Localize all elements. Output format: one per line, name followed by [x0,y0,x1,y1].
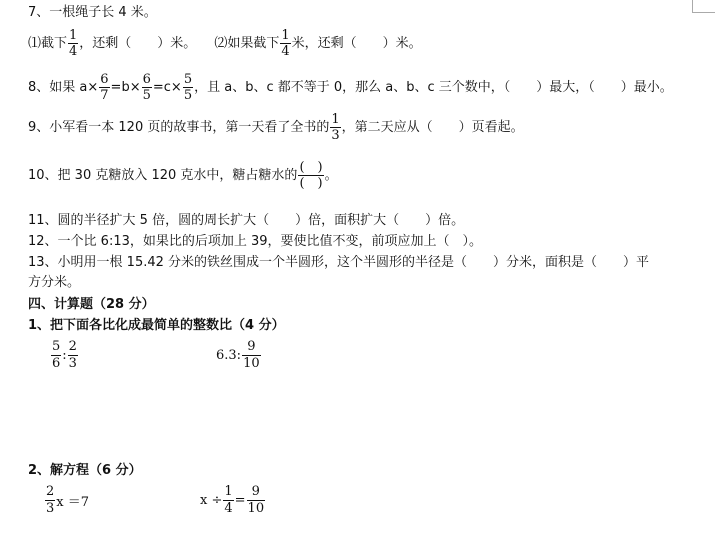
fraction-denominator: 3 [46,501,55,516]
fraction-numerator: 1 [331,112,340,127]
subsection-1-title: 1、把下面各比化成最简单的整数比（4 分） [28,318,285,333]
page-corner-mark [692,0,715,13]
fraction-denominator: 4 [281,44,290,59]
q8-pre: 8、如果 a× [28,80,99,95]
fraction-numerator: 2 [68,339,77,354]
fraction-denominator: 6 [52,356,61,371]
ratio-problem-2 [216,339,262,372]
q8-post: ，且 a、b、c 都不等于 0，那么 a、b、c 三个数中，（ ）最大，（ ）最小。 [194,80,673,95]
fraction-numerator: 1 [281,28,290,43]
eq2-equals: = [234,493,246,508]
q9-pre: 9、小军看一本 120 页的故事书，第一天看了全书的 [28,120,330,135]
fraction-numerator: 5 [52,339,61,354]
fraction-denominator: 4 [224,501,233,516]
fraction-numerator: 2 [46,484,55,499]
eq2-right-fraction [247,484,266,517]
question-8 [28,72,673,103]
question-7-parts [28,28,422,59]
question-13-line1: 13、小明用一根 15.42 分米的铁丝围成一个半圆形，这个半圆形的半径是（ ）分米，面积是（ ）平 [28,255,650,270]
eq2-left-fraction [223,484,233,517]
fraction-numerator: 6 [142,72,151,87]
fraction-numerator: ( ) [299,160,323,175]
q7-part2-post: 米，还剩（ ）米。 [291,36,422,51]
ratio-problem-1 [50,339,79,372]
q7-part2-fraction [280,28,290,59]
fraction-denominator: 7 [100,88,109,103]
fraction-denominator: 10 [247,501,265,516]
ratio1-right-fraction [68,339,78,372]
fraction-numerator: 5 [183,72,193,87]
q9-post: ，第二天应从（ ）页看起。 [341,120,524,135]
q10-post: 。 [324,168,338,183]
question-7-title: 7、一根绳子长 4 米。 [28,5,157,20]
ratio-separator: : [62,348,67,363]
q9-fraction [330,112,340,143]
fraction-denominator: 3 [331,128,340,143]
eq1-rest: x ＝7 [56,495,90,510]
ratio2-pre: 6.3: [216,348,242,363]
question-13-line2: 方分米。 [28,275,81,290]
question-10 [28,160,338,191]
q7-part1-pre: ⑴截下 [28,36,68,51]
fraction-numerator: 6 [100,72,109,87]
fraction-denominator: ( ) [299,176,323,191]
question-9 [28,112,524,143]
q8-fraction-3 [183,72,193,103]
ratio1-left-fraction [51,339,61,372]
q10-pre: 10、把 30 克糖放入 120 克水中，糖占糖水的 [28,168,298,183]
fraction-denominator: 3 [68,356,77,371]
ratio2-fraction [242,339,261,372]
fraction-denominator: 10 [243,356,260,371]
subsection-2-title: 2、解方程（6 分） [28,463,142,478]
eq1-fraction [45,484,55,517]
fraction-numerator: 1 [224,484,233,499]
fraction-numerator: 1 [69,28,78,43]
q8-fraction-1 [99,72,109,103]
q7-part1-fraction [68,28,78,59]
fraction-denominator: 5 [183,88,193,103]
section-4-title: 四、计算题（28 分） [28,297,155,312]
fraction-denominator: 4 [69,44,78,59]
equation-1 [44,484,89,517]
equation-2 [200,484,266,517]
q8-fraction-2 [142,72,152,103]
question-12: 12、一个比 6:13，如果比的后项加上 39，要使比值不变，前项应加上（ ）。 [28,234,483,249]
q8-mid2: =c× [152,80,182,95]
fraction-numerator: 9 [251,484,260,499]
q8-mid1: =b× [110,80,141,95]
q7-part1-post: ，还剩（ ）米。 [79,36,197,51]
question-11: 11、圆的半径扩大 5 倍，圆的周长扩大（ ）倍，面积扩大（ ）倍。 [28,213,465,228]
q7-part2-pre: ⑵如果截下 [214,36,280,51]
fraction-denominator: 5 [142,88,151,103]
eq2-pre: x ÷ [200,493,223,508]
q10-fraction-blank [298,160,323,191]
fraction-numerator: 9 [247,339,256,354]
